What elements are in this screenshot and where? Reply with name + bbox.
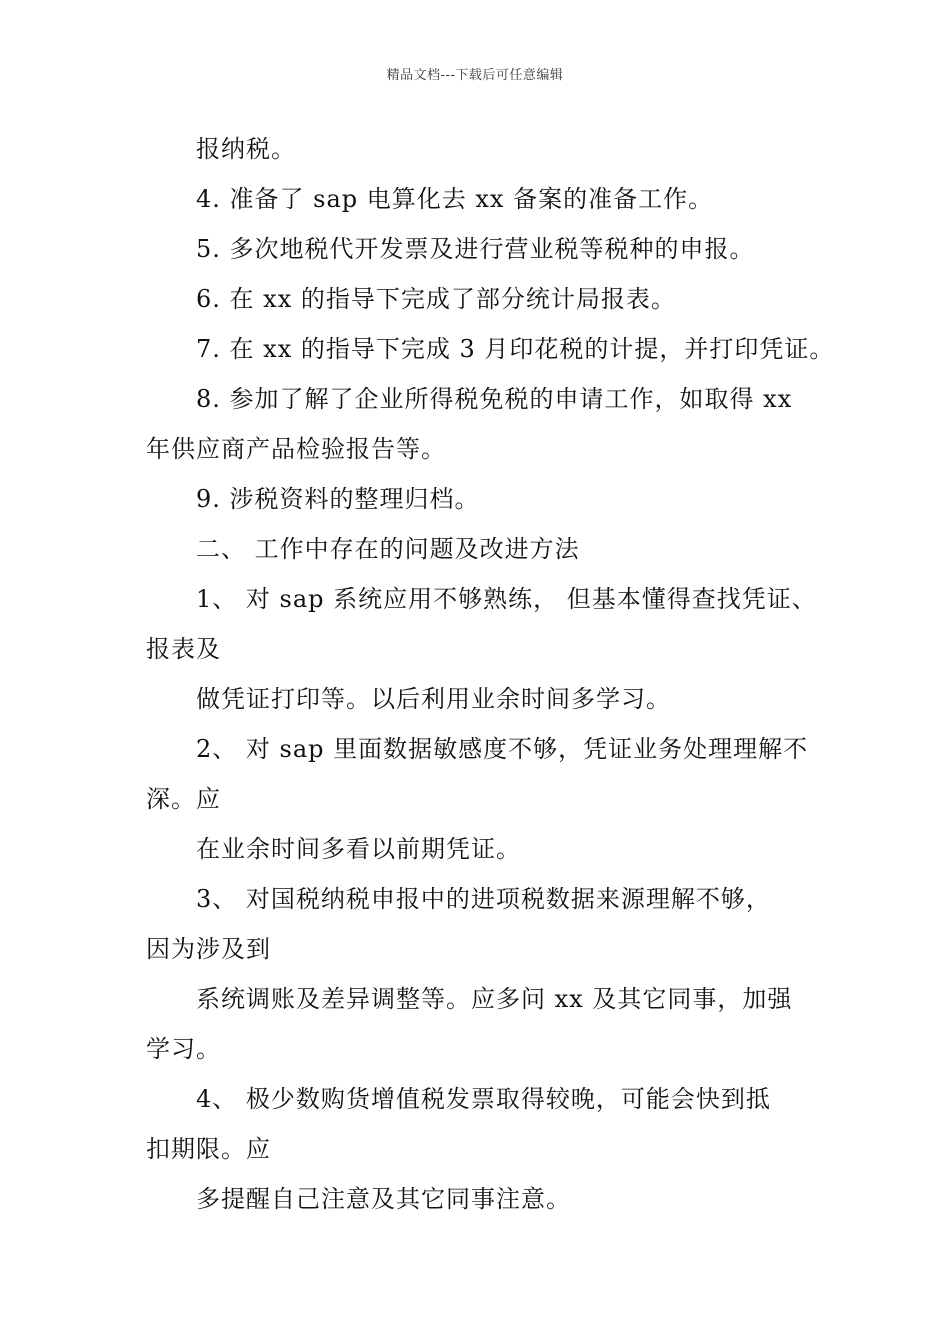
text-line: 报表及 (146, 635, 221, 663)
text-line: 4. 准备了 sap 电算化去 xx 备案的准备工作。 (196, 185, 714, 213)
text-line: 3、 对国税纳税申报中的进项税数据来源理解不够， (196, 885, 771, 913)
page-header: 精品文档---下载后可任意编辑 (386, 68, 564, 83)
text-line: 8. 参加了解了企业所得税免税的申请工作，如取得 xx (196, 385, 793, 413)
text-line: 多提醒自己注意及其它同事注意。 (196, 1185, 571, 1213)
text-line: 7. 在 xx 的指导下完成 3 月印花税的计提，并打印凭证。 (196, 335, 835, 363)
text-line: 深。应 (146, 785, 221, 813)
text-line: 6. 在 xx 的指导下完成了部分统计局报表。 (196, 285, 676, 313)
text-line: 因为涉及到 (146, 935, 271, 963)
text-line: 年供应商产品检验报告等。 (146, 435, 446, 463)
text-line: 做凭证打印等。以后利用业余时间多学习。 (196, 685, 671, 713)
text-line: 在业余时间多看以前期凭证。 (196, 835, 521, 863)
text-line: 5. 多次地税代开发票及进行营业税等税种的申报。 (196, 235, 755, 263)
text-line: 4、 极少数购货增值税发票取得较晚，可能会快到抵 (196, 1085, 771, 1113)
text-line: 9. 涉税资料的整理归档。 (196, 485, 480, 513)
text-line: 报纳税。 (196, 135, 296, 163)
text-line: 1、 对 sap 系统应用不够熟练， 但基本懂得查找凭证、 (196, 585, 817, 613)
text-line: 学习。 (146, 1035, 221, 1063)
text-line: 2、 对 sap 里面数据敏感度不够，凭证业务处理理解不 (196, 735, 809, 763)
section-heading: 二、 工作中存在的问题及改进方法 (196, 535, 580, 563)
text-line: 系统调账及差异调整等。应多问 xx 及其它同事，加强 (196, 985, 793, 1013)
text-line: 扣期限。应 (146, 1135, 271, 1163)
